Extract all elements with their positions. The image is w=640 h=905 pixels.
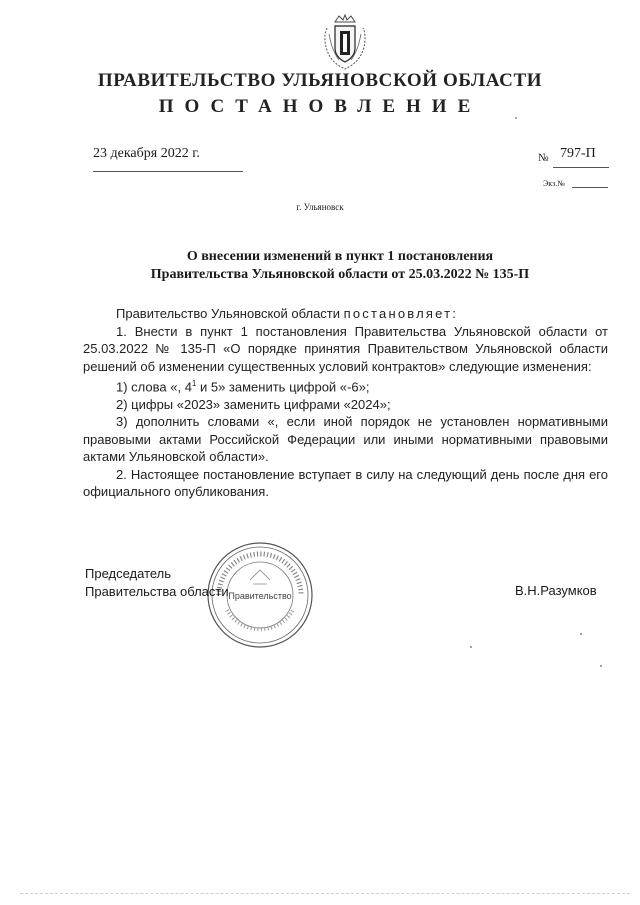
number-underline <box>553 167 609 168</box>
paragraph-1: 1. Внести в пункт 1 постановления Правительства Ульяновской области от 25.03.2022 № 135-П «О порядке принятия Правительством Ульяновской области решений об изменении существенных условий контрактов» следующие изменения: <box>83 323 608 374</box>
intro-paragraph <box>83 305 608 323</box>
copy-number-label: Экз.№ <box>543 179 565 188</box>
intro-resolves: постановляет: <box>343 306 459 321</box>
item-2: 2) цифры «2023» заменить цифрами «2024»; <box>116 396 391 412</box>
signatory-title-line-2: Правительства области <box>85 584 229 599</box>
government-title: ПРАВИТЕЛЬСТВО УЛЬЯНОВСКОЙ ОБЛАСТИ <box>97 70 543 91</box>
scan-dot <box>470 646 472 648</box>
scan-dot <box>600 665 602 667</box>
bottom-scan-rule <box>20 893 630 894</box>
item-1 <box>83 375 608 396</box>
document-subject <box>90 248 590 284</box>
subject-line-1: О внесении изменений в пункт 1 постановления <box>186 249 494 264</box>
document-date: 23 декабря 2022 г. <box>93 146 200 161</box>
stamp-label: Правительство <box>228 591 292 601</box>
item-1-text-b: и 5» заменить цифрой «-6»; <box>196 379 370 395</box>
item-1-superscript: 1 <box>191 379 197 388</box>
city-label: г. Ульяновск <box>296 202 344 212</box>
document-number: 797-П <box>560 146 596 161</box>
copy-number-underline <box>572 187 608 188</box>
number-sign: № <box>538 152 549 164</box>
item-1-text-a: 1) слова «, 4 <box>116 379 192 395</box>
document-body <box>83 305 608 501</box>
signatory-name: В.Н.Разумков <box>515 583 597 598</box>
subject-line-2: Правительства Ульяновской области от 25.03.2022 № 135-П <box>150 267 530 282</box>
intro-prefix: Правительство Ульяновской области <box>116 306 341 321</box>
signatory-title <box>85 565 229 601</box>
scan-dot <box>515 117 517 119</box>
date-underline <box>93 171 243 172</box>
signatory-title-line-1: Председатель <box>85 566 172 581</box>
scan-dot <box>580 633 582 635</box>
coat-of-arms-icon <box>321 14 369 70</box>
document-type-title: ПОСТАНОВЛЕНИЕ <box>158 96 482 117</box>
item-3: 3) дополнить словами «, если иной порядок не установлен нормативными правовыми актами Российской Федерации или иными нормативными правовыми актами Ульяновской области». <box>83 414 608 465</box>
paragraph-2: 2. Настоящее постановление вступает в силу на следующий день после дня его официального опубликования. <box>83 466 608 500</box>
